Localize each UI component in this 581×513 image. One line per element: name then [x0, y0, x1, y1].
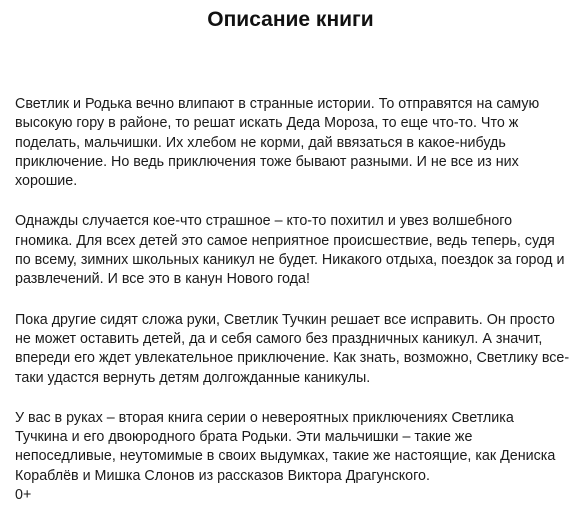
- description-body: [15, 95, 570, 507]
- description-paragraph-4: У вас в руках – вторая книга серии о невероятных приключениях Светлика Тучкина и его двоюродного брата Родьки. Эти мальчишки – такие же непоседливые, неутомимые в своих выдумках, такие же настоящие, как Дениска Кораблёв и Мишка Слонов из рассказов Виктора Драгунского.: [15, 409, 556, 484]
- description-paragraph-1: Светлик и Родька вечно влипают в странные истории. То отправятся на самую высокую гору в районе, то решат искать Деда Мороза, то еще что-то. Что ж поделать, мальчишки. Их хлебом не корми, дай ввязаться в какое-нибудь приключение. Но ведь приключения тоже бывают разными. И не все из них хорошие.: [15, 96, 540, 190]
- page-title: Описание книги: [207, 8, 374, 31]
- description-paragraph-2: Однажды случается кое-что страшное – кто-то похитил и увез волшебного гномика. Для всех детей это самое неприятное происшествие, ведь теперь, судя по всему, зимних школьных каникул не будет. Никакого отдыха, поездок за город и развлечений. И все это в канун Нового года!: [15, 213, 565, 288]
- age-rating: 0+: [15, 487, 32, 503]
- description-paragraph-3: Пока другие сидят сложа руки, Светлик Тучкин решает все исправить. Он просто не может оставить детей, да и себя самого без праздничных каникул. А значит, впереди его ждет увлекательное приключение. Как знать, возможно, Светлику все-таки удастся вернуть детям долгожданные каникулы.: [15, 311, 570, 386]
